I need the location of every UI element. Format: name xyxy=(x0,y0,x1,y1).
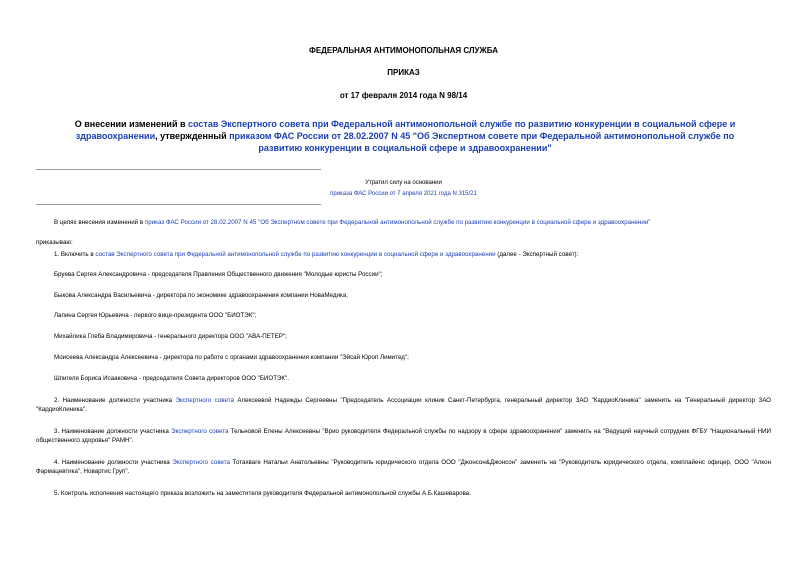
member-item: Шпигеля Бориса Исааковича - председателя Совета директоров ООО "БИОТЭК". xyxy=(54,375,289,382)
item-1-text-a: 1. Включить в xyxy=(54,251,96,258)
member-item: Михайлика Глеба Владимировича - генерального директора ООО "АВА-ПЕТЕР"; xyxy=(54,333,287,340)
agency-heading: ФЕДЕРАЛЬНАЯ АНТИМОНОПОЛЬНАЯ СЛУЖБА xyxy=(309,46,498,55)
item-1-link[interactable]: состав Экспертного совета при Федеральной антимонопольной службе по развитию конкуренции в социальной сфере и здравоохранении xyxy=(95,251,496,258)
item-2-link[interactable]: Экспертного совета xyxy=(175,397,234,404)
divider-top xyxy=(36,169,321,170)
status-link[interactable]: приказа ФАС России от 7 апреля 2021 года N 315/21 xyxy=(330,191,477,197)
date-number: от 17 февраля 2014 года N 98/14 xyxy=(339,91,468,100)
item-4-text-b: Тотахваге Натальи Анатольевны "Руководитель юридического отдела ООО "Джонсон&Джонсон" заменить на "Руководитель юридического отдела, комплайенс офицер, ООО "Алкон Фармацевтика", Новартис Груп". xyxy=(36,459,772,475)
item-4-link[interactable]: Экспертного совета xyxy=(172,459,230,466)
divider-bottom xyxy=(36,204,321,205)
preamble-paragraph xyxy=(36,218,771,227)
preamble-text: В целях внесения изменений в xyxy=(54,219,145,226)
order-word: приказываю: xyxy=(36,239,73,246)
item-2 xyxy=(36,396,771,414)
preamble-link[interactable]: приказ ФАС России от 28.02.2007 N 45 "Об Экспертном совете при Федеральной антимонопольной службе по развитию конкуренции в социальной сфере и здравоохранении" xyxy=(144,219,651,226)
item-2-text-a: 2. Наименование должности участника xyxy=(54,397,176,404)
item-2-text-b: Алексеевой Надежды Сергеевны "Председатель Ассоциации клиник Санкт-Петербурга, генеральный директор ЗАО "КардиоКлиника" заменить на "Генеральный директор ЗАО "КардиоКлиника". xyxy=(36,397,771,413)
item-3-text-a: 3. Наименование должности участника xyxy=(54,428,172,435)
item-1 xyxy=(36,250,771,259)
item-1-text-b: (далее - Экспертный совет): xyxy=(495,251,579,258)
member-item: Быкова Александра Васильевича - директора по экономике здравоохранения компании НоваМедика; xyxy=(54,292,348,299)
item-5: 5. Контроль исполнения настоящего приказа возложить на заместителя руководителя Федеральной антимонопольной службы А.Б.Кашеварова. xyxy=(54,490,471,497)
status-link-wrap xyxy=(0,191,807,197)
item-3 xyxy=(36,427,771,445)
title-text-1: О внесении изменений в xyxy=(74,119,189,129)
title-link-order[interactable]: приказом ФАС России от 28.02.2007 N 45 "Об Экспертном совете при Федеральной антимонопольной службе по развитию конкуренции в социальной сфере и здравоохранении" xyxy=(229,131,735,153)
item-3-link[interactable]: Экспертного совета xyxy=(171,428,229,435)
member-item: Моисеева Александра Алексеевича - директора по работе с органами здравоохранения компании "Эйсай Юроп Лимитед"; xyxy=(54,354,409,361)
status-line: Утратил силу на основании xyxy=(365,180,442,186)
member-item: Бруева Сергея Александровича - председателя Правления Общественного движения "Молодые юристы России"; xyxy=(54,271,383,278)
item-3-text-b: Тельновой Елены Алексеевны "Врио руководителя Федеральной службы по надзору в сфере здравоохранения" заменить на "Ведущий научный сотрудник ФГБУ "Национальный НИИ общественного здоровья" РАМН". xyxy=(36,428,771,444)
doc-type-heading: ПРИКАЗ xyxy=(387,68,420,77)
item-4 xyxy=(36,458,771,476)
title-link-composition[interactable]: состав Экспертного совета при Федеральной антимонопольной службе по развитию конкуренции в социальной сфере и здравоохранении xyxy=(75,119,736,141)
item-4-text-a: 4. Наименование должности участника xyxy=(54,459,173,466)
member-item: Лапина Сергея Юрьевича - первого вице-президента ООО "БИОТЭК"; xyxy=(54,312,257,319)
title-text-2: , утвержденный xyxy=(155,131,230,141)
document-title xyxy=(60,118,750,154)
